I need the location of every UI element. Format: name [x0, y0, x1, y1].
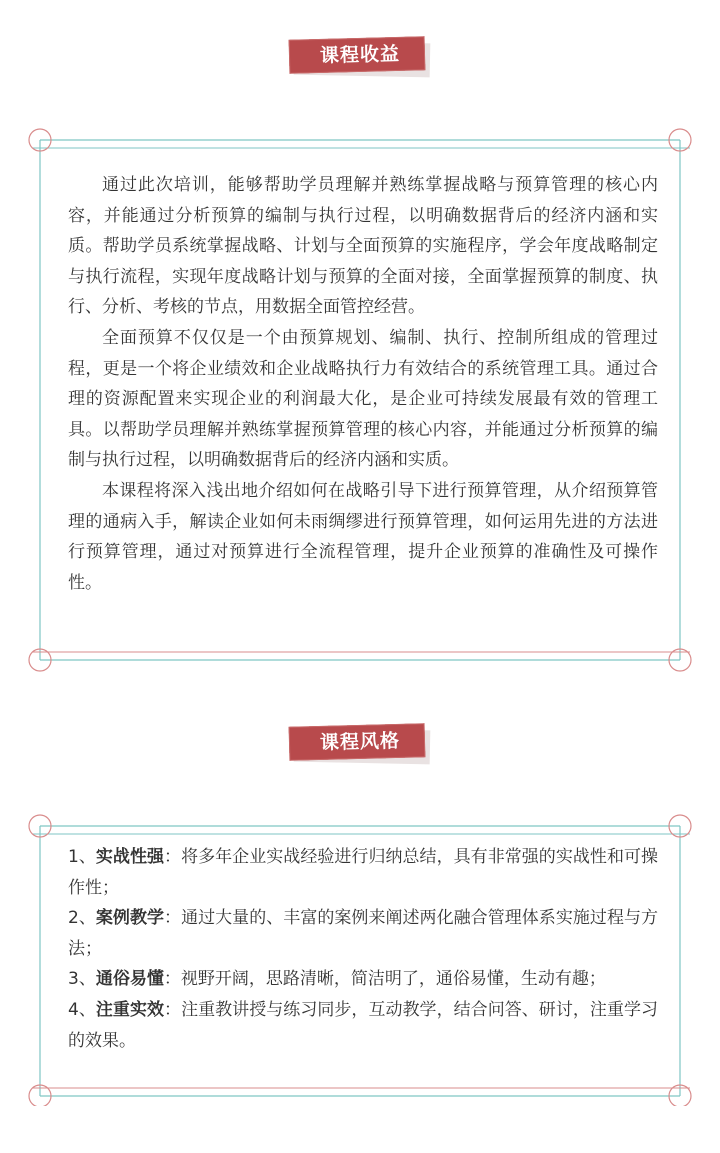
item-label: 通俗易懂 — [95, 969, 164, 990]
content-frame — [0, 120, 720, 680]
item-number: 2、 — [68, 908, 96, 929]
item-text: 通过大量的、丰富的案例来阐述两化融合管理体系实施过程与方法； — [68, 908, 659, 959]
list-item — [68, 995, 658, 1056]
list-item — [68, 903, 658, 964]
item-number: 1、 — [68, 847, 96, 867]
item-text: 将多年企业实战经验进行归纳总结，具有非常强的实战性和可操作性； — [68, 847, 659, 898]
paragraph: 本课程将深入浅出地介绍如何在战略引导下进行预算管理，从介绍预算管理的通病入手，解读企业如何未雨绸缪进行预算管理，如何运用先进的方法进行预算管理，通过对预算进行全流程管理，提升企业预算的准确性及可操作性。 — [68, 480, 658, 593]
paragraph: 全面预算不仅仅是一个由预算规划、编制、执行、控制所组成的管理过程，更是一个将企业绩效和企业战略执行力有效结合的系统管理工具。通过合理的资源配置来实现企业的利润最大化，是企业可持续发展最有效的管理工具。以帮助学员理解并熟练掌握预算管理的核心内容，并能通过分析预算的编制与执行过程，以明确数据背后的经济内涵和实质。 — [68, 327, 658, 471]
section-title: 课程收益 — [319, 42, 401, 68]
item-separator: ： — [163, 969, 181, 990]
section-title: 课程风格 — [319, 729, 401, 755]
section-title-badge — [0, 725, 720, 767]
section-title-badge — [0, 38, 720, 80]
paragraph: 通过此次培训，能够帮助学员理解并熟练掌握战略与预算管理的核心内容，并能通过分析预算的编制与执行过程，以明确数据背后的经济内涵和实质。帮助学员系统掌握战略、计划与全面预算的实施程序，学会年度战略制定与执行流程，实现年度战略计划与预算的全面对接，全面掌握预算的制度、执行、分析、考核的节点，用数据全面管控经营。 — [68, 175, 658, 318]
item-number: 3、 — [68, 969, 96, 990]
course-benefits-text — [68, 170, 658, 598]
course-style-list — [68, 842, 658, 1056]
item-label: 注重实效 — [95, 999, 165, 1020]
item-separator: ： — [164, 999, 182, 1020]
item-text: 注重教讲授与练习同步，互动教学，结合问答、研讨，注重学习的效果。 — [68, 999, 659, 1051]
list-item — [68, 964, 658, 995]
item-label: 实战性强 — [95, 847, 165, 867]
list-item — [68, 842, 658, 903]
item-text: 视野开阔，思路清晰，简洁明了，通俗易懂，生动有趣； — [180, 969, 606, 990]
item-separator: ： — [164, 908, 182, 929]
item-separator: ： — [164, 847, 182, 867]
item-number: 4、 — [68, 999, 96, 1020]
content-frame — [0, 806, 720, 1106]
item-label: 案例教学 — [95, 908, 165, 929]
